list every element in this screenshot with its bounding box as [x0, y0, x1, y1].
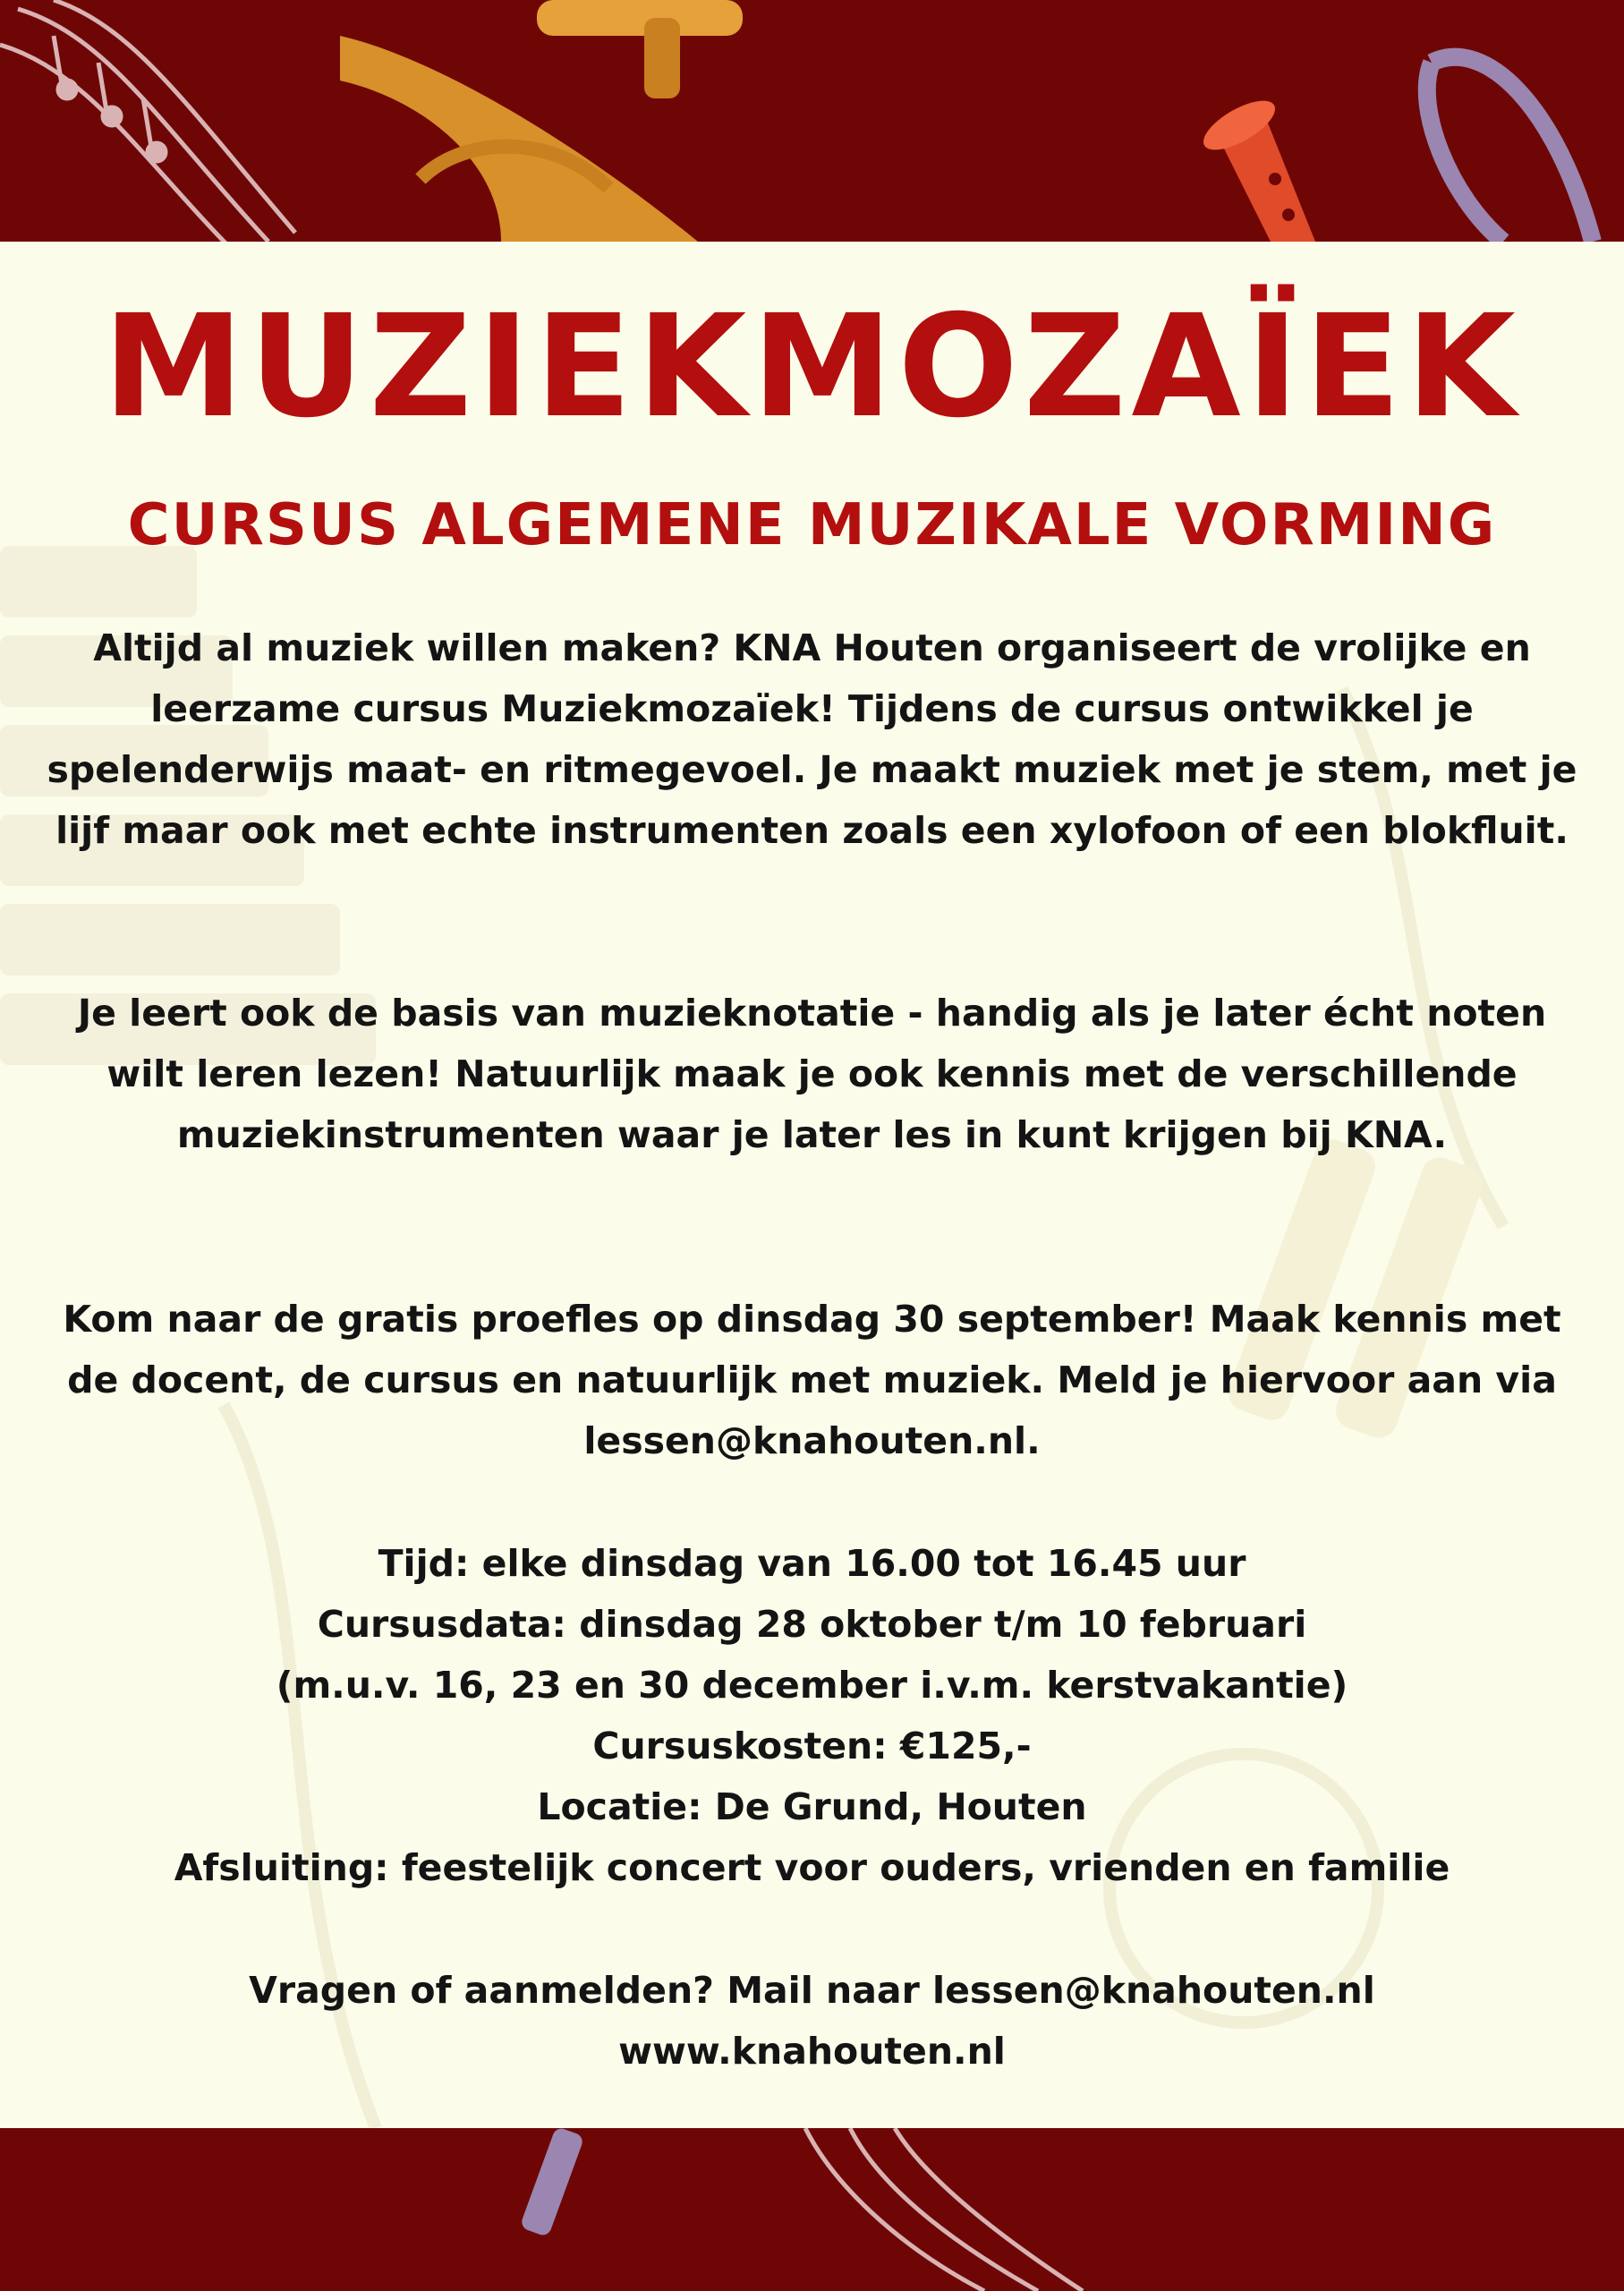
contact-line: Vragen of aanmelden? Mail naar lessen@knahouten.nl — [249, 1969, 1375, 2012]
detail-costs: Cursuskosten: €125,- — [592, 1725, 1032, 1767]
trial-lesson-paragraph: Kom naar de gratis proefles op dinsdag 30 september! Maak kennis met de docent, de cursus en natuurlijk met muziek. Meld je hiervoor aan via lessen@knahouten.nl. — [63, 1298, 1561, 1462]
course-details — [45, 1533, 1579, 1898]
detail-time: Tijd: elke dinsdag van 16.00 tot 16.45 uur — [378, 1542, 1246, 1585]
detail-dates: Cursusdata: dinsdag 28 oktober t/m 10 februari — [317, 1603, 1307, 1646]
trumpet-icon — [340, 0, 743, 242]
detail-location: Locatie: De Grund, Houten — [537, 1785, 1087, 1828]
bottom-illustrations — [0, 2128, 1624, 2291]
top-illustrations — [0, 0, 1624, 242]
top-decor-band — [0, 0, 1624, 242]
poster-subtitle: CURSUS ALGEMENE MUZIKALE VORMING — [127, 492, 1497, 558]
sheet-music-icon — [0, 0, 295, 242]
bottom-decor-band — [0, 2128, 1624, 2291]
notation-paragraph: Je leert ook de basis van muzieknotatie - handig als je later écht noten wilt leren lezen! Natuurlijk maak je ook kennis met de verschillende muziekinstrumenten waar je later les in kunt krijgen bij KNA. — [77, 992, 1547, 1156]
clarinet-icon — [520, 2128, 585, 2237]
content-panel — [0, 242, 1624, 2128]
trombone-icon — [1427, 57, 1593, 242]
website-link[interactable]: www.knahouten.nl — [618, 2030, 1006, 2073]
sheet-music-icon — [805, 2128, 1083, 2291]
detail-exceptions: (m.u.v. 16, 23 en 30 december i.v.m. kerstvakantie) — [276, 1664, 1348, 1707]
detail-closing: Afsluiting: feestelijk concert voor ouders, vrienden en familie — [174, 1846, 1450, 1889]
clarinet-icon — [1196, 91, 1315, 242]
intro-paragraph: Altijd al muziek willen maken? KNA Houten organiseert de vrolijke en leerzame cursus Muziekmozaïek! Tijdens de cursus ontwikkel je spelenderwijs maat- en ritmegevoel. Je maakt muziek met je stem, met je lijf maar ook met echte instrumenten zoals een xylofoon of een blokfluit. — [47, 626, 1577, 852]
poster-title: MUZIEKMOZAÏEK — [103, 285, 1521, 449]
contact-block — [45, 1960, 1579, 2082]
